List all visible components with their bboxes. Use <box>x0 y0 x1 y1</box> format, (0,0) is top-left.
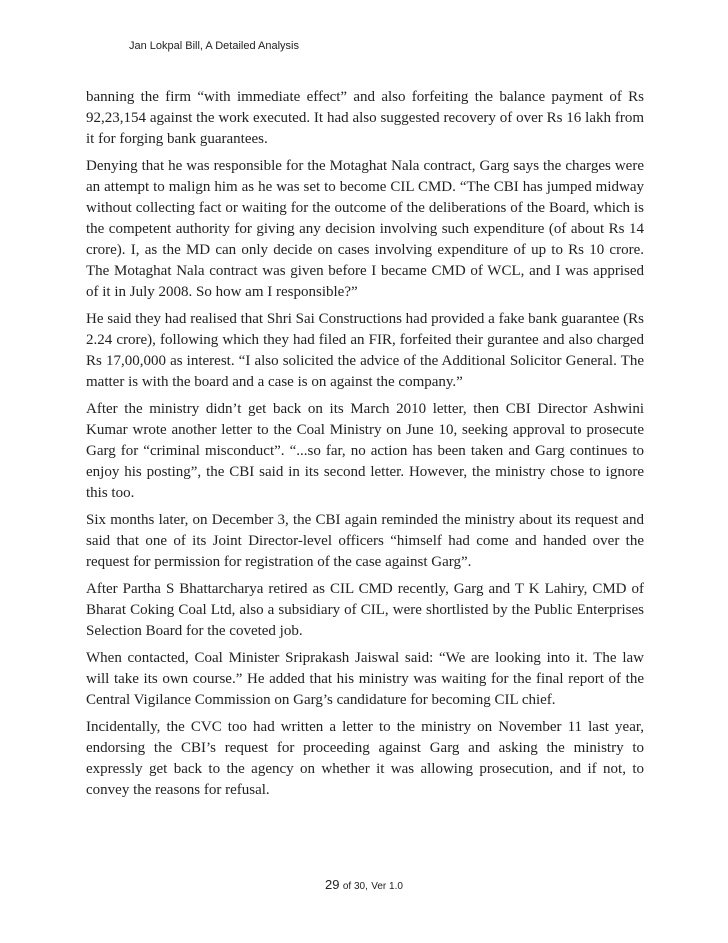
version-label: Ver 1.0 <box>371 881 403 892</box>
document-body <box>86 87 644 807</box>
running-header: Jan Lokpal Bill, A Detailed Analysis <box>129 40 299 52</box>
paragraph: Incidentally, the CVC too had written a letter to the ministry on November 11 last year, endorsing the CBI’s request for proceeding against Garg and asking the ministry to expressly get back to the agency on whether it was allowing prosecution, and if not, to convey the reasons for refusal. <box>86 719 644 798</box>
page-number: 29 <box>325 877 340 892</box>
paragraph: When contacted, Coal Minister Sriprakash Jaiswal said: “We are looking into it. The law will take its own course.” He added that his ministry was waiting for the final report of the Central Vigilance Commission on Garg’s candidature for becoming CIL chief. <box>86 650 644 708</box>
page-total: of 30, <box>342 881 368 892</box>
paragraph: He said they had realised that Shri Sai Constructions had provided a fake bank guarantee (Rs 2.24 crore), following which they had filed an FIR, forfeited their gurantee and also charged Rs 17,00,000 as interest. “I also solicited the advice of the Additional Solicitor General. The matter is with the board and a case is on against the company.” <box>86 311 644 390</box>
paragraph: After Partha S Bhattarcharya retired as CIL CMD recently, Garg and T K Lahiry, CMD of Bharat Coking Coal Ltd, also a subsidiary of CIL, were shortlisted by the Public Enterprises Selection Board for the coveted job. <box>86 581 644 639</box>
page-footer <box>0 877 728 892</box>
paragraph: banning the firm “with immediate effect” and also forfeiting the balance payment of Rs 92,23,154 against the work executed. It had also suggested recovery of over Rs 16 lakh from it for forging bank guarantees. <box>86 89 644 147</box>
paragraph: After the ministry didn’t get back on its March 2010 letter, then CBI Director Ashwini Kumar wrote another letter to the Coal Ministry on June 10, seeking approval to prosecute Garg for “criminal misconduct”. “...so far, no action has been taken and Garg continues to enjoy his posting”, the CBI said in its second letter. However, the ministry chose to ignore this too. <box>86 401 644 501</box>
paragraph: Six months later, on December 3, the CBI again reminded the ministry about its request and said that one of its Joint Director-level officers “himself had come and handed over the request for permission for registration of the case against Garg”. <box>86 512 644 570</box>
paragraph: Denying that he was responsible for the Motaghat Nala contract, Garg says the charges were an attempt to malign him as he was set to become CIL CMD. “The CBI has jumped midway without collecting fact or waiting for the outcome of the deliberations of the Board, which is the competent authority for giving any decision involving such expenditure (of about Rs 14 crore). I, as the MD can only decide on cases involving expenditure of up to Rs 10 crore. The Motaghat Nala contract was given before I became CMD of WCL, and I was apprised of it in July 2008. So how am I responsible?” <box>86 158 644 300</box>
